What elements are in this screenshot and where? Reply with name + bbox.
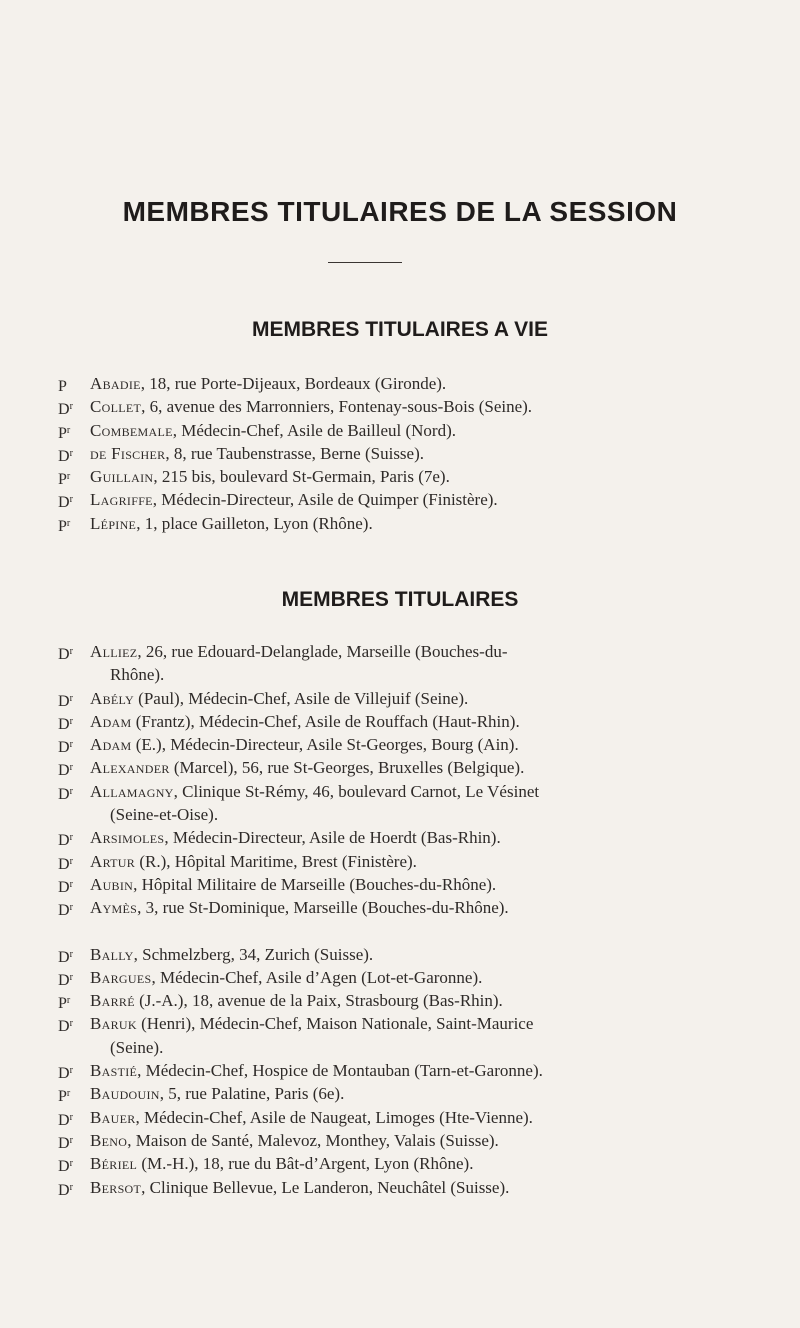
member-details: (Marcel), 56, rue St-Georges, Bruxelles (Belgique).	[169, 758, 525, 778]
member-details: , Médecin-Chef, Asile de Naugeat, Limoges (Hte-Vienne).	[135, 1107, 533, 1127]
honorific-letter: D	[58, 762, 70, 780]
title-divider	[328, 262, 402, 263]
member-details: (Henri), Médecin-Chef, Maison Nationale, Saint-Maurice	[136, 1014, 534, 1034]
list-item	[58, 826, 778, 849]
member-details: (Frantz), Médecin-Chef, Asile de Rouffach (Haut-Rhin).	[131, 711, 520, 731]
list-item	[58, 1152, 778, 1175]
honorific-letter: D	[58, 971, 70, 989]
member-details: (Paul), Médecin-Chef, Asile de Villejuif (Seine).	[133, 688, 469, 708]
member-name: Bersot	[90, 1177, 142, 1197]
member-details: (R.), Hôpital Maritime, Brest (Finistère).	[135, 851, 417, 871]
honorific-suffix: r	[69, 948, 73, 960]
list-item	[58, 966, 778, 989]
list-item	[58, 710, 778, 733]
honorific-suffix: r	[69, 878, 73, 890]
list-item	[58, 733, 778, 756]
member-details: , Hôpital Militaire de Marseille (Bouches-du-Rhône).	[133, 874, 497, 894]
member-details: , 18, rue Porte-Dijeaux, Bordeaux (Gironde).	[140, 374, 447, 393]
honorific-letter: D	[58, 855, 70, 873]
member-details-continued: (Seine-et-Oise).	[110, 805, 219, 825]
list-item	[58, 640, 778, 687]
list-item	[58, 850, 778, 873]
list-membres-a-vie	[58, 372, 778, 535]
honorific-suffix: r	[69, 646, 73, 657]
honorific-letter: D	[58, 1134, 70, 1152]
member-name: Barré	[90, 991, 135, 1011]
honorific-letter: D	[58, 1111, 70, 1129]
member-details: , Médecin-Chef, Hospice de Montauban (Tarn-et-Garonne).	[137, 1061, 543, 1081]
member-name: Baudouin	[90, 1084, 160, 1104]
member-name: Adam	[90, 711, 132, 731]
honorific-suffix: r	[69, 401, 73, 413]
list-item	[58, 395, 778, 418]
member-details: , 3, rue St-Dominique, Marseille (Bouches-du-Rhône).	[137, 898, 509, 918]
member-name: Bériel	[90, 1154, 138, 1174]
honorific	[58, 640, 88, 666]
member-name: Aymès	[90, 898, 138, 918]
member-name: Adam	[90, 735, 132, 755]
member-details: (M.-H.), 18, rue du Bât-d’Argent, Lyon (Rhône).	[137, 1154, 474, 1174]
member-name: de Fischer	[90, 443, 166, 463]
honorific-letter: P	[58, 378, 67, 395]
member-details: , Schmelzberg, 34, Zurich (Suisse).	[133, 944, 374, 964]
list-item	[58, 442, 778, 465]
honorific-letter: D	[58, 1065, 70, 1083]
member-details: , Clinique Bellevue, Le Landeron, Neuchâtel (Suisse).	[141, 1177, 510, 1197]
member-name: Beno	[90, 1130, 128, 1150]
member-name: Abadie	[90, 374, 141, 393]
honorific-letter: P	[58, 995, 67, 1013]
member-name: Collet	[90, 397, 142, 417]
member-details: (J.-A.), 18, avenue de la Paix, Strasbourg (Bas-Rhin).	[134, 991, 503, 1011]
member-name: Bargues	[90, 967, 152, 987]
member-name: Lépine	[90, 513, 137, 533]
honorific-suffix: r	[69, 855, 73, 867]
member-details-continued: Rhône).	[110, 665, 165, 685]
member-name: Combemale	[90, 420, 173, 440]
member-name: Lagriffe	[90, 490, 153, 510]
honorific-suffix: r	[66, 995, 71, 1007]
honorific	[58, 512, 88, 538]
list-item	[58, 419, 778, 442]
honorific-letter: D	[58, 948, 70, 966]
member-details: , Médecin-Directeur, Asile de Quimper (Finistère).	[152, 490, 498, 510]
honorific-suffix: r	[69, 785, 73, 797]
list-item	[58, 465, 778, 488]
honorific-suffix: r	[69, 1134, 73, 1146]
honorific-letter: P	[58, 517, 67, 535]
honorific	[58, 896, 88, 922]
honorific-letter: D	[58, 739, 70, 757]
group-spacer	[58, 920, 778, 943]
honorific-letter: D	[58, 832, 70, 850]
list-item	[58, 1106, 778, 1129]
honorific-suffix: r	[66, 424, 71, 436]
honorific-letter: P	[58, 424, 67, 442]
list-item	[58, 943, 778, 966]
honorific	[58, 780, 88, 806]
list-item	[58, 1176, 778, 1199]
member-name: Arsimoles	[90, 828, 165, 848]
honorific-suffix: r	[69, 832, 73, 844]
honorific-suffix: r	[69, 1018, 73, 1030]
member-name: Alexander	[90, 758, 170, 778]
member-details: , Médecin-Directeur, Asile de Hoerdt (Bas-Rhin).	[164, 828, 501, 848]
member-name: Guillain	[90, 467, 154, 487]
member-name: Alliez	[90, 642, 138, 661]
list-item	[58, 896, 778, 919]
honorific	[58, 1012, 88, 1038]
section-title-vie: MEMBRES TITULAIRES A VIE	[252, 318, 548, 341]
list-item	[58, 989, 778, 1012]
member-details: , 5, rue Palatine, Paris (6e).	[159, 1084, 345, 1104]
member-details: , 1, place Gailleton, Lyon (Rhône).	[136, 513, 373, 533]
member-name: Bally	[90, 944, 134, 964]
honorific-letter: D	[58, 715, 70, 733]
member-details: , Médecin-Chef, Asile de Bailleul (Nord).	[172, 420, 456, 440]
honorific-suffix: r	[69, 1111, 73, 1123]
list-item	[58, 1129, 778, 1152]
member-details: , Maison de Santé, Malevoz, Monthey, Valais (Suisse).	[127, 1130, 499, 1150]
honorific-letter: D	[58, 785, 70, 803]
honorific	[58, 1176, 88, 1202]
honorific-letter: D	[58, 494, 70, 512]
section-title-titulaires: MEMBRES TITULAIRES	[281, 588, 519, 611]
member-details-continued: (Seine).	[110, 1037, 164, 1057]
honorific-letter: P	[58, 1088, 67, 1106]
honorific-letter: D	[58, 902, 70, 920]
honorific-letter: D	[58, 1181, 70, 1199]
member-details: , Médecin-Chef, Asile d’Agen (Lot-et-Garonne).	[151, 967, 483, 987]
list-item	[58, 488, 778, 511]
honorific-suffix: r	[66, 517, 71, 529]
list-item	[58, 372, 778, 395]
list-item	[58, 687, 778, 710]
honorific-suffix: r	[69, 715, 73, 727]
honorific-letter: D	[58, 401, 70, 419]
member-name: Bauer	[90, 1107, 136, 1127]
honorific-letter: D	[58, 1018, 70, 1036]
honorific-suffix: r	[69, 1158, 73, 1170]
list-item	[58, 1082, 778, 1105]
member-details: , 26, rue Edouard-Delanglade, Marseille (Bouches-du-	[137, 642, 508, 661]
member-details: , 6, avenue des Marronniers, Fontenay-sous-Bois (Seine).	[141, 397, 533, 417]
honorific-suffix: r	[69, 762, 73, 774]
honorific-suffix: r	[69, 1065, 73, 1077]
member-name: Aubin	[90, 874, 134, 894]
member-name: Allamagny	[90, 781, 174, 801]
member-name: Bastié	[90, 1061, 138, 1081]
list-item	[58, 512, 778, 535]
member-name: Abély	[90, 688, 134, 708]
list-item	[58, 1012, 778, 1059]
list-membres-titulaires	[58, 640, 778, 1199]
member-details: (E.), Médecin-Directeur, Asile St-Georges, Bourg (Ain).	[131, 735, 519, 755]
member-details: , 215 bis, boulevard St-Germain, Paris (7e).	[153, 467, 450, 487]
list-item	[58, 756, 778, 779]
member-name: Baruk	[90, 1014, 137, 1034]
honorific-letter: P	[58, 471, 67, 489]
honorific-suffix: r	[69, 494, 73, 506]
honorific-letter: D	[58, 1158, 70, 1176]
honorific-suffix: r	[69, 692, 73, 704]
page-title: MEMBRES TITULAIRES DE LA SESSION	[122, 196, 678, 227]
member-details: , Clinique St-Rémy, 46, boulevard Carnot, Le Vésinet	[173, 781, 540, 801]
honorific-suffix: r	[66, 1088, 71, 1100]
list-item	[58, 1059, 778, 1082]
honorific-suffix: r	[69, 739, 73, 751]
honorific-suffix: r	[69, 1181, 73, 1193]
honorific-letter: D	[58, 692, 70, 710]
honorific-letter: D	[58, 878, 70, 896]
member-name: Artur	[90, 851, 136, 871]
member-details: , 8, rue Taubenstrasse, Berne (Suisse).	[165, 443, 425, 463]
honorific-suffix: r	[66, 471, 71, 483]
honorific-letter: D	[58, 447, 70, 465]
honorific-suffix: r	[69, 447, 73, 459]
list-item	[58, 780, 778, 827]
list-item	[58, 873, 778, 896]
honorific-suffix: r	[69, 902, 73, 914]
honorific-letter: D	[58, 646, 70, 663]
honorific-suffix: r	[69, 971, 73, 983]
